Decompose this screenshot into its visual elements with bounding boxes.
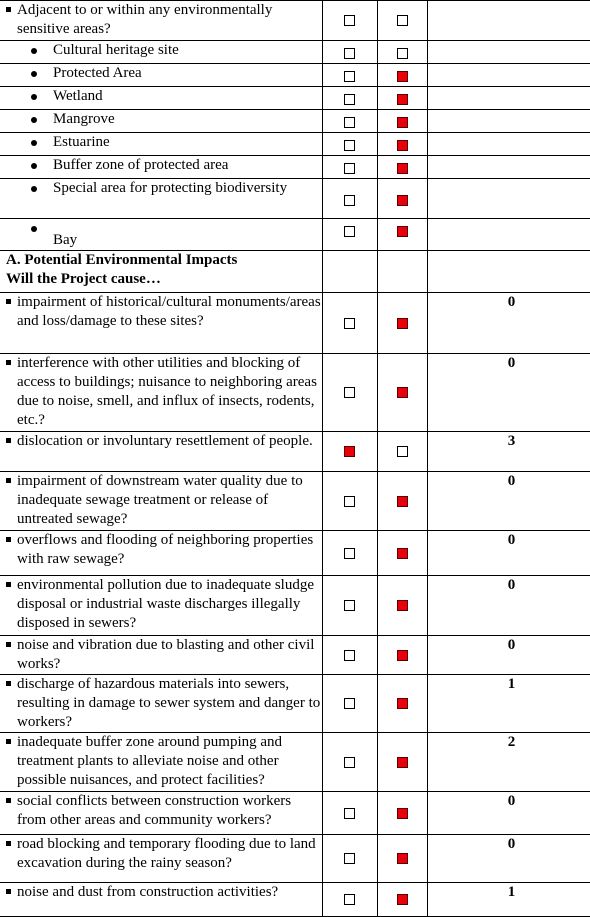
score-value: 0 bbox=[507, 532, 516, 548]
yes-cell bbox=[322, 41, 377, 64]
yes-cell bbox=[322, 1, 377, 41]
score-cell bbox=[427, 675, 590, 733]
no-checkbox[interactable] bbox=[397, 48, 408, 59]
yes-checkbox[interactable] bbox=[344, 698, 355, 709]
no-checkbox-checked[interactable] bbox=[397, 650, 408, 661]
yes-cell bbox=[322, 835, 377, 883]
no-cell bbox=[377, 636, 427, 675]
yes-cell bbox=[322, 156, 377, 179]
section-header-row bbox=[0, 251, 590, 293]
checklist-row bbox=[0, 354, 590, 432]
no-checkbox-checked[interactable] bbox=[397, 853, 408, 864]
yes-cell bbox=[322, 883, 377, 917]
no-checkbox-checked[interactable] bbox=[397, 496, 408, 507]
question-text: impairment of historical/cultural monuments/areas and loss/damage to these sites? bbox=[3, 293, 322, 331]
yes-checkbox[interactable] bbox=[344, 163, 355, 174]
score-cell bbox=[427, 792, 590, 835]
question-cell bbox=[0, 354, 322, 432]
yes-cell bbox=[322, 432, 377, 472]
question-cell bbox=[0, 110, 322, 133]
score-cell bbox=[427, 354, 590, 432]
score-cell bbox=[427, 531, 590, 576]
question-cell bbox=[0, 835, 322, 883]
yes-cell bbox=[322, 675, 377, 733]
sub-item-row bbox=[0, 219, 590, 251]
question-text: interference with other utilities and blocking of access to buildings; nuisance to neighboring areas due to noise, smell, and influx of insects, rodents, etc.? bbox=[3, 354, 322, 430]
no-checkbox-checked[interactable] bbox=[397, 195, 408, 206]
yes-checkbox[interactable] bbox=[344, 71, 355, 82]
no-cell bbox=[377, 835, 427, 883]
no-cell bbox=[377, 133, 427, 156]
score-value: 0 bbox=[507, 836, 516, 852]
no-checkbox[interactable] bbox=[397, 15, 408, 26]
question-cell bbox=[0, 251, 322, 293]
score-cell bbox=[427, 432, 590, 472]
yes-checkbox[interactable] bbox=[344, 894, 355, 905]
score-value: 0 bbox=[507, 294, 516, 310]
question-cell bbox=[0, 156, 322, 179]
score-cell bbox=[427, 293, 590, 354]
yes-cell bbox=[322, 110, 377, 133]
yes-checkbox[interactable] bbox=[344, 48, 355, 59]
yes-checkbox[interactable] bbox=[344, 117, 355, 128]
score-value: 0 bbox=[507, 355, 516, 371]
question-cell bbox=[0, 1, 322, 41]
yes-checkbox[interactable] bbox=[344, 600, 355, 611]
question-text: inadequate buffer zone around pumping and treatment plants to alleviate noise and other possible nuisances, and protect facilities? bbox=[3, 733, 322, 790]
score-cell bbox=[427, 179, 590, 219]
no-cell bbox=[377, 675, 427, 733]
yes-checkbox[interactable] bbox=[344, 15, 355, 26]
question-text: dislocation or involuntary resettlement of people. bbox=[3, 432, 322, 451]
question-text: road blocking and temporary flooding due to land excavation during the rainy season? bbox=[3, 835, 322, 873]
sub-item-label: Estuarine bbox=[3, 133, 322, 152]
score-cell bbox=[427, 64, 590, 87]
no-checkbox[interactable] bbox=[397, 446, 408, 457]
no-checkbox-checked[interactable] bbox=[397, 71, 408, 82]
yes-cell bbox=[322, 733, 377, 792]
checklist-row bbox=[0, 636, 590, 675]
no-checkbox-checked[interactable] bbox=[397, 600, 408, 611]
score-cell bbox=[427, 733, 590, 792]
checklist-row bbox=[0, 472, 590, 531]
no-cell bbox=[377, 110, 427, 133]
question-cell bbox=[0, 133, 322, 156]
score-value: 1 bbox=[507, 676, 516, 692]
checklist-row bbox=[0, 531, 590, 576]
no-cell bbox=[377, 179, 427, 219]
score-cell bbox=[427, 133, 590, 156]
no-checkbox-checked[interactable] bbox=[397, 226, 408, 237]
sub-item-row bbox=[0, 87, 590, 110]
yes-cell bbox=[322, 576, 377, 636]
no-checkbox-checked[interactable] bbox=[397, 808, 408, 819]
question-cell bbox=[0, 576, 322, 636]
yes-cell bbox=[322, 219, 377, 251]
sub-item-label: Buffer zone of protected area bbox=[3, 156, 322, 175]
question-cell bbox=[0, 179, 322, 219]
score-cell bbox=[427, 472, 590, 531]
yes-cell bbox=[322, 64, 377, 87]
yes-cell bbox=[322, 87, 377, 110]
no-cell bbox=[377, 531, 427, 576]
question-cell bbox=[0, 219, 322, 251]
question-cell bbox=[0, 883, 322, 917]
sub-item-row bbox=[0, 64, 590, 87]
yes-checkbox[interactable] bbox=[344, 757, 355, 768]
score-cell bbox=[427, 87, 590, 110]
yes-cell bbox=[322, 179, 377, 219]
question-text: noise and dust from construction activities? bbox=[3, 883, 322, 902]
no-checkbox-checked[interactable] bbox=[397, 698, 408, 709]
yes-checkbox[interactable] bbox=[344, 387, 355, 398]
no-cell bbox=[377, 354, 427, 432]
question-cell bbox=[0, 472, 322, 531]
yes-cell bbox=[322, 251, 377, 293]
no-checkbox-checked[interactable] bbox=[397, 548, 408, 559]
sub-item-row bbox=[0, 156, 590, 179]
no-checkbox-checked[interactable] bbox=[397, 894, 408, 905]
no-cell bbox=[377, 87, 427, 110]
sub-item-row bbox=[0, 179, 590, 219]
no-checkbox-checked[interactable] bbox=[397, 387, 408, 398]
question-cell bbox=[0, 293, 322, 354]
no-cell bbox=[377, 293, 427, 354]
question-cell bbox=[0, 636, 322, 675]
yes-cell bbox=[322, 293, 377, 354]
checklist-row bbox=[0, 1, 590, 41]
score-value: 0 bbox=[507, 577, 516, 593]
score-cell bbox=[427, 883, 590, 917]
question-cell bbox=[0, 792, 322, 835]
yes-checkbox[interactable] bbox=[344, 140, 355, 151]
sub-item-label: Mangrove bbox=[3, 110, 322, 129]
checklist-row bbox=[0, 733, 590, 792]
no-checkbox-checked[interactable] bbox=[397, 318, 408, 329]
question-cell bbox=[0, 531, 322, 576]
checklist-row bbox=[0, 675, 590, 733]
no-cell bbox=[377, 64, 427, 87]
yes-checkbox[interactable] bbox=[344, 318, 355, 329]
score-cell bbox=[427, 156, 590, 179]
question-text: noise and vibration due to blasting and other civil works? bbox=[3, 636, 322, 674]
no-cell bbox=[377, 219, 427, 251]
yes-cell bbox=[322, 792, 377, 835]
score-value: 2 bbox=[507, 734, 516, 750]
checklist-row bbox=[0, 576, 590, 636]
section-subtitle: Will the Project cause… bbox=[6, 271, 161, 287]
question-cell bbox=[0, 675, 322, 733]
score-value: 0 bbox=[507, 473, 516, 489]
no-cell bbox=[377, 792, 427, 835]
checklist-row bbox=[0, 883, 590, 917]
checklist-row bbox=[0, 792, 590, 835]
score-cell bbox=[427, 251, 590, 293]
sub-item-row bbox=[0, 133, 590, 156]
no-checkbox-checked[interactable] bbox=[397, 163, 408, 174]
no-cell bbox=[377, 156, 427, 179]
no-checkbox-checked[interactable] bbox=[397, 94, 408, 105]
score-cell bbox=[427, 835, 590, 883]
section-title: A. Potential Environmental Impacts bbox=[6, 252, 238, 268]
yes-checkbox[interactable] bbox=[344, 195, 355, 206]
yes-checkbox-checked[interactable] bbox=[344, 446, 355, 457]
no-checkbox-checked[interactable] bbox=[397, 140, 408, 151]
yes-checkbox[interactable] bbox=[344, 548, 355, 559]
sub-item-label: Special area for protecting biodiversity bbox=[3, 179, 322, 198]
question-text: overflows and flooding of neighboring properties with raw sewage? bbox=[3, 531, 322, 569]
checklist-row bbox=[0, 835, 590, 883]
no-cell bbox=[377, 733, 427, 792]
score-cell bbox=[427, 636, 590, 675]
checklist-body bbox=[0, 1, 590, 917]
sub-item-label: Bay bbox=[3, 219, 322, 250]
score-cell bbox=[427, 219, 590, 251]
score-value: 0 bbox=[507, 793, 516, 809]
score-cell bbox=[427, 41, 590, 64]
yes-checkbox[interactable] bbox=[344, 808, 355, 819]
no-cell bbox=[377, 883, 427, 917]
no-checkbox-checked[interactable] bbox=[397, 117, 408, 128]
score-cell bbox=[427, 576, 590, 636]
question-text: discharge of hazardous materials into sewers, resulting in damage to sewer system and danger to workers? bbox=[3, 675, 322, 732]
no-checkbox-checked[interactable] bbox=[397, 757, 408, 768]
no-cell bbox=[377, 251, 427, 293]
checklist-row bbox=[0, 293, 590, 354]
sub-item-label: Wetland bbox=[3, 87, 322, 106]
yes-checkbox[interactable] bbox=[344, 496, 355, 507]
no-cell bbox=[377, 472, 427, 531]
yes-cell bbox=[322, 354, 377, 432]
question-text: Adjacent to or within any environmentally sensitive areas? bbox=[3, 1, 322, 39]
question-cell bbox=[0, 41, 322, 64]
score-cell bbox=[427, 110, 590, 133]
question-cell bbox=[0, 733, 322, 792]
score-value: 3 bbox=[507, 433, 516, 449]
yes-checkbox[interactable] bbox=[344, 650, 355, 661]
score-value: 1 bbox=[507, 884, 516, 900]
question-cell bbox=[0, 64, 322, 87]
yes-checkbox[interactable] bbox=[344, 853, 355, 864]
yes-checkbox[interactable] bbox=[344, 226, 355, 237]
no-cell bbox=[377, 576, 427, 636]
sub-item-row bbox=[0, 41, 590, 64]
yes-cell bbox=[322, 636, 377, 675]
sub-item-label: Cultural heritage site bbox=[3, 41, 322, 60]
question-text: social conflicts between construction workers from other areas and community workers? bbox=[3, 792, 322, 830]
yes-cell bbox=[322, 133, 377, 156]
no-cell bbox=[377, 41, 427, 64]
question-cell bbox=[0, 432, 322, 472]
checklist-row bbox=[0, 432, 590, 472]
score-value: 0 bbox=[507, 637, 516, 653]
yes-checkbox[interactable] bbox=[344, 94, 355, 105]
score-cell bbox=[427, 1, 590, 41]
question-text: impairment of downstream water quality due to inadequate sewage treatment or release of untreated sewage? bbox=[3, 472, 322, 529]
sub-item-row bbox=[0, 110, 590, 133]
question-text: environmental pollution due to inadequate sludge disposal or industrial waste discharges illegally disposed in sewers? bbox=[3, 576, 322, 633]
yes-cell bbox=[322, 531, 377, 576]
no-cell bbox=[377, 1, 427, 41]
no-cell bbox=[377, 432, 427, 472]
sub-item-label: Protected Area bbox=[3, 64, 322, 83]
yes-cell bbox=[322, 472, 377, 531]
question-cell bbox=[0, 87, 322, 110]
